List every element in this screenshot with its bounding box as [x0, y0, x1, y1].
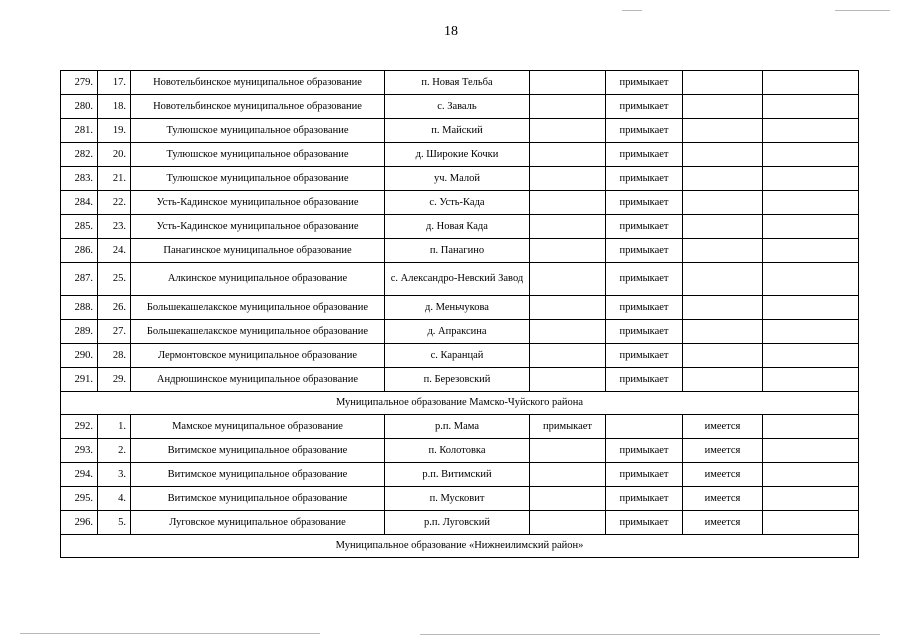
column-5-cell — [530, 119, 606, 143]
settlement-cell: д. Апраксина — [385, 320, 530, 344]
municipality-cell: Луговское муниципальное образование — [131, 511, 385, 535]
column-8-cell — [763, 487, 859, 511]
page-number: 18 — [444, 24, 458, 39]
column-5-cell — [530, 143, 606, 167]
sub-number-cell: 2. — [98, 439, 131, 463]
settlement-cell: р.п. Витимский — [385, 463, 530, 487]
column-7-cell — [683, 263, 763, 296]
settlement-cell: д. Широкие Кочки — [385, 143, 530, 167]
row-number-cell: 284. — [61, 191, 98, 215]
column-6-cell: примыкает — [606, 296, 683, 320]
table-row — [61, 415, 859, 439]
settlement-cell: с. Александро-Невский Завод — [385, 263, 530, 296]
row-number-cell: 288. — [61, 296, 98, 320]
column-8-cell — [763, 368, 859, 392]
column-8-cell — [763, 296, 859, 320]
sub-number-cell: 29. — [98, 368, 131, 392]
settlement-cell: с. Усть-Када — [385, 191, 530, 215]
row-number-cell: 294. — [61, 463, 98, 487]
column-7-cell: имеется — [683, 439, 763, 463]
settlement-cell: с. Заваль — [385, 95, 530, 119]
column-7-cell: имеется — [683, 463, 763, 487]
sub-number-cell: 5. — [98, 511, 131, 535]
table-row — [61, 119, 859, 143]
table-row — [61, 191, 859, 215]
municipality-cell: Мамское муниципальное образование — [131, 415, 385, 439]
column-6-cell: примыкает — [606, 263, 683, 296]
column-6-cell: примыкает — [606, 368, 683, 392]
table-row — [61, 511, 859, 535]
column-8-cell — [763, 511, 859, 535]
column-8-cell — [763, 439, 859, 463]
column-5-cell — [530, 167, 606, 191]
row-number-cell: 291. — [61, 368, 98, 392]
sub-number-cell: 18. — [98, 95, 131, 119]
column-8-cell — [763, 191, 859, 215]
column-7-cell: имеется — [683, 487, 763, 511]
section-title: Муниципальное образование «Нижнеилимский район» — [61, 535, 859, 558]
column-8-cell — [763, 95, 859, 119]
row-number-cell: 293. — [61, 439, 98, 463]
municipality-cell: Усть-Кадинское муниципальное образование — [131, 215, 385, 239]
column-6-cell — [606, 415, 683, 439]
column-7-cell — [683, 320, 763, 344]
column-7-cell — [683, 71, 763, 95]
municipality-cell: Витимское муниципальное образование — [131, 463, 385, 487]
settlement-cell: п. Новая Тельба — [385, 71, 530, 95]
sub-number-cell: 21. — [98, 167, 131, 191]
settlement-cell: п. Панагино — [385, 239, 530, 263]
row-number-cell: 285. — [61, 215, 98, 239]
table-body — [61, 71, 859, 558]
column-7-cell: имеется — [683, 415, 763, 439]
column-8-cell — [763, 344, 859, 368]
column-7-cell — [683, 95, 763, 119]
municipality-cell: Алкинское муниципальное образование — [131, 263, 385, 296]
row-number-cell: 281. — [61, 119, 98, 143]
column-6-cell: примыкает — [606, 439, 683, 463]
column-5-cell — [530, 368, 606, 392]
municipality-cell: Новотельбинское муниципальное образование — [131, 71, 385, 95]
column-5-cell — [530, 263, 606, 296]
column-7-cell: имеется — [683, 511, 763, 535]
municipality-cell: Новотельбинское муниципальное образование — [131, 95, 385, 119]
row-number-cell: 290. — [61, 344, 98, 368]
sub-number-cell: 24. — [98, 239, 131, 263]
column-6-cell: примыкает — [606, 215, 683, 239]
column-6-cell: примыкает — [606, 511, 683, 535]
row-number-cell: 279. — [61, 71, 98, 95]
settlements-table — [60, 70, 859, 558]
municipality-cell: Андрюшинское муниципальное образование — [131, 368, 385, 392]
municipality-cell: Витимское муниципальное образование — [131, 439, 385, 463]
settlement-cell: д. Меньчукова — [385, 296, 530, 320]
column-8-cell — [763, 463, 859, 487]
scan-mark — [622, 10, 642, 11]
column-8-cell — [763, 143, 859, 167]
settlement-cell: п. Березовский — [385, 368, 530, 392]
scan-mark — [20, 633, 320, 634]
table-row — [61, 95, 859, 119]
table-row — [61, 263, 859, 296]
row-number-cell: 295. — [61, 487, 98, 511]
column-6-cell: примыкает — [606, 239, 683, 263]
table-row — [61, 368, 859, 392]
column-5-cell — [530, 463, 606, 487]
settlement-cell: р.п. Мама — [385, 415, 530, 439]
column-6-cell: примыкает — [606, 191, 683, 215]
column-6-cell: примыкает — [606, 143, 683, 167]
column-8-cell — [763, 167, 859, 191]
column-8-cell — [763, 215, 859, 239]
column-5-cell — [530, 511, 606, 535]
table-row — [61, 487, 859, 511]
sub-number-cell: 23. — [98, 215, 131, 239]
column-7-cell — [683, 296, 763, 320]
sub-number-cell: 19. — [98, 119, 131, 143]
municipality-cell: Большекашелакское муниципальное образование — [131, 296, 385, 320]
sub-number-cell: 20. — [98, 143, 131, 167]
sub-number-cell: 4. — [98, 487, 131, 511]
table-row — [61, 320, 859, 344]
table-row — [61, 344, 859, 368]
municipality-cell: Большекашелакское муниципальное образование — [131, 320, 385, 344]
column-7-cell — [683, 143, 763, 167]
column-6-cell: примыкает — [606, 95, 683, 119]
table-row — [61, 296, 859, 320]
table-row — [61, 215, 859, 239]
sub-number-cell: 28. — [98, 344, 131, 368]
sub-number-cell: 22. — [98, 191, 131, 215]
column-7-cell — [683, 215, 763, 239]
row-number-cell: 282. — [61, 143, 98, 167]
column-5-cell — [530, 320, 606, 344]
column-8-cell — [763, 415, 859, 439]
section-title: Муниципальное образование Мамско-Чуйского района — [61, 392, 859, 415]
sub-number-cell: 17. — [98, 71, 131, 95]
row-number-cell: 296. — [61, 511, 98, 535]
column-8-cell — [763, 119, 859, 143]
column-6-cell: примыкает — [606, 167, 683, 191]
column-7-cell — [683, 191, 763, 215]
column-6-cell: примыкает — [606, 71, 683, 95]
table-row — [61, 463, 859, 487]
column-7-cell — [683, 119, 763, 143]
municipality-cell: Лермонтовское муниципальное образование — [131, 344, 385, 368]
column-8-cell — [763, 263, 859, 296]
municipality-cell: Тулюшское муниципальное образование — [131, 119, 385, 143]
column-6-cell: примыкает — [606, 487, 683, 511]
row-number-cell: 286. — [61, 239, 98, 263]
sub-number-cell: 25. — [98, 263, 131, 296]
section-header-row — [61, 392, 859, 415]
table-row — [61, 439, 859, 463]
column-7-cell — [683, 239, 763, 263]
table-row — [61, 71, 859, 95]
column-5-cell — [530, 487, 606, 511]
settlement-cell: п. Мусковит — [385, 487, 530, 511]
column-8-cell — [763, 71, 859, 95]
row-number-cell: 283. — [61, 167, 98, 191]
municipality-cell: Тулюшское муниципальное образование — [131, 167, 385, 191]
row-number-cell: 289. — [61, 320, 98, 344]
table-row — [61, 143, 859, 167]
column-7-cell — [683, 167, 763, 191]
settlement-cell: п. Майский — [385, 119, 530, 143]
settlement-cell: п. Колотовка — [385, 439, 530, 463]
column-5-cell — [530, 191, 606, 215]
sub-number-cell: 3. — [98, 463, 131, 487]
column-5-cell — [530, 344, 606, 368]
column-5-cell — [530, 71, 606, 95]
column-5-cell — [530, 296, 606, 320]
municipality-cell: Панагинское муниципальное образование — [131, 239, 385, 263]
municipality-cell: Витимское муниципальное образование — [131, 487, 385, 511]
settlement-cell: уч. Малой — [385, 167, 530, 191]
column-6-cell: примыкает — [606, 344, 683, 368]
column-7-cell — [683, 368, 763, 392]
sub-number-cell: 27. — [98, 320, 131, 344]
column-5-cell — [530, 239, 606, 263]
settlement-cell: с. Каранцай — [385, 344, 530, 368]
table-row — [61, 239, 859, 263]
sub-number-cell: 1. — [98, 415, 131, 439]
column-5-cell: примыкает — [530, 415, 606, 439]
settlement-cell: д. Новая Када — [385, 215, 530, 239]
settlement-cell: р.п. Луговский — [385, 511, 530, 535]
municipality-cell: Тулюшское муниципальное образование — [131, 143, 385, 167]
column-5-cell — [530, 95, 606, 119]
column-6-cell: примыкает — [606, 463, 683, 487]
column-6-cell: примыкает — [606, 320, 683, 344]
column-6-cell: примыкает — [606, 119, 683, 143]
sub-number-cell: 26. — [98, 296, 131, 320]
row-number-cell: 287. — [61, 263, 98, 296]
section-header-row — [61, 535, 859, 558]
column-8-cell — [763, 239, 859, 263]
row-number-cell: 280. — [61, 95, 98, 119]
column-8-cell — [763, 320, 859, 344]
column-5-cell — [530, 439, 606, 463]
column-5-cell — [530, 215, 606, 239]
column-7-cell — [683, 344, 763, 368]
table-row — [61, 167, 859, 191]
scan-mark — [420, 634, 880, 635]
row-number-cell: 292. — [61, 415, 98, 439]
scan-mark — [835, 10, 890, 11]
municipality-cell: Усть-Кадинское муниципальное образование — [131, 191, 385, 215]
